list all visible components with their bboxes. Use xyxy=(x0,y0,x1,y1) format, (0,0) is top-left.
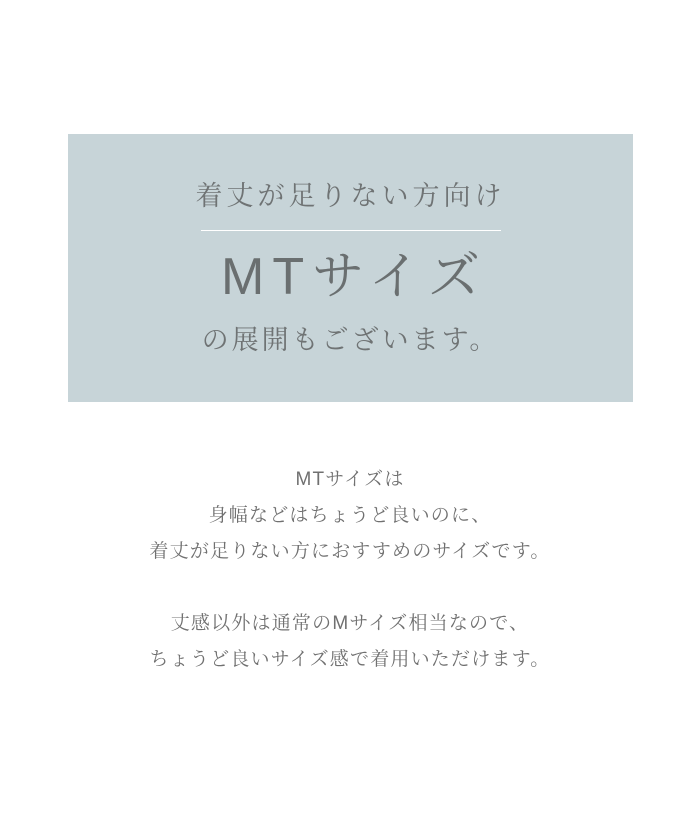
description-line-3: 着丈が足りない方におすすめのサイズです。 xyxy=(149,541,551,562)
hero-kicker-text: 着丈が足りない方向け xyxy=(195,181,506,211)
size-description-copy xyxy=(0,462,700,678)
paragraph-spacer xyxy=(0,570,700,606)
hero-subtitle-text: の展開もございます。 xyxy=(201,325,500,356)
description-line-1: MTサイズは xyxy=(295,469,405,490)
description-line-4: 丈感以外は通常のMサイズ相当なので、 xyxy=(170,613,530,634)
mt-size-hero-banner xyxy=(68,134,633,402)
description-line-5: ちょうど良いサイズ感で着用いただけます。 xyxy=(149,649,551,670)
description-line-2: 身幅などはちょうど良いのに、 xyxy=(208,505,492,526)
hero-divider xyxy=(201,230,501,231)
hero-title-text: MTサイズ xyxy=(221,248,488,307)
